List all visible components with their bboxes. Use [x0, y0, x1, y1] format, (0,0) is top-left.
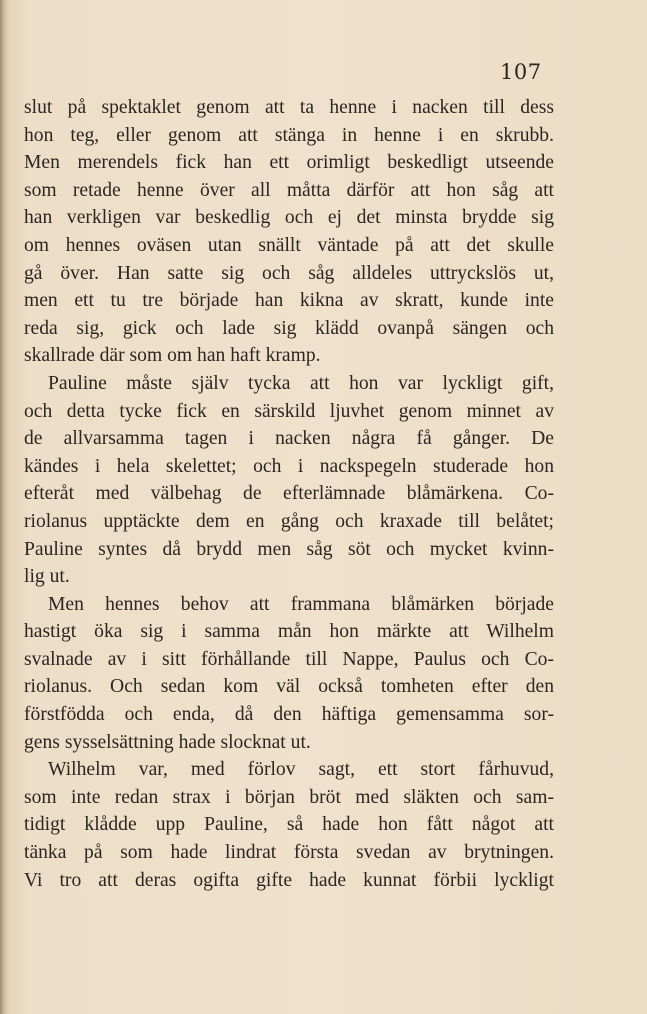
text-line: riolanus. Och sedan kom väl också tomheten efter den: [24, 676, 554, 698]
text-line: hastigt öka sig i samma mån hon märkte att Wilhelm: [24, 621, 554, 643]
text-line: som inte redan strax i början bröt med släkten och sam-: [24, 786, 554, 808]
text-line: men ett tu tre började han kikna av skratt, kunde inte: [24, 290, 554, 312]
text-line: lig ut.: [24, 566, 70, 588]
text-line: reda sig, gick och lade sig klädd ovanpå sängen och: [24, 317, 554, 339]
text-line: slut på spektaklet genom att ta henne i nacken till dess: [24, 97, 554, 118]
text-line: skallrade där som om han haft kramp.: [24, 345, 321, 367]
page-number: 107: [500, 60, 542, 84]
text-line: hon teg, eller genom att stänga in henne i en skrubb.: [24, 124, 554, 146]
text-line: gens sysselsättning hade slocknat ut.: [24, 731, 311, 753]
text-line: om hennes oväsen utan snällt väntade på att det skulle: [24, 234, 554, 256]
text-line: svalnade av i sitt förhållande till Nappe, Paulus och Co-: [24, 648, 554, 670]
text-line: Men hennes behov att frammana blåmärken började: [48, 593, 554, 615]
text-line: efteråt med välbehag de efterlämnade blåmärkena. Co-: [24, 483, 554, 505]
text-line: Vi tro att deras ogifta gifte hade kunnat förbii lyckligt: [24, 869, 554, 891]
text-line: Men merendels fick han ett orimligt beskedligt utseende: [24, 152, 554, 174]
page-gutter: [0, 0, 8, 1014]
text-line: som retade henne över all måtta därför att hon såg att: [24, 179, 554, 201]
body-text: [24, 94, 554, 894]
text-line: kändes i hela skelettet; och i nackspegeln studerade hon: [24, 455, 554, 477]
text-line: förstfödda och enda, då den häftiga gemensamma sor-: [24, 704, 554, 726]
text-line: och detta tycke fick en särskild ljuvhet genom minnet av: [24, 400, 554, 422]
text-line: de allvarsamma tagen i nacken några få gånger. De: [24, 428, 554, 450]
text-line: Wilhelm var, med förlov sagt, ett stort fårhuvud,: [48, 759, 554, 781]
text-line: gå över. Han satte sig och såg alldeles uttryckslös ut,: [24, 262, 554, 284]
text-line: han verkligen var beskedlig och ej det minsta brydde sig: [24, 207, 554, 229]
text-line: tänka på som hade lindrat första svedan av brytningen.: [24, 842, 554, 864]
text-line: Pauline måste själv tycka att hon var lyckligt gift,: [48, 372, 554, 394]
text-line: Pauline syntes då brydd men såg söt och mycket kvinn-: [24, 538, 554, 560]
text-line: riolanus upptäckte dem en gång och kraxade till belåtet;: [24, 510, 554, 532]
text-line: tidigt klådde upp Pauline, så hade hon fått något att: [24, 814, 554, 836]
